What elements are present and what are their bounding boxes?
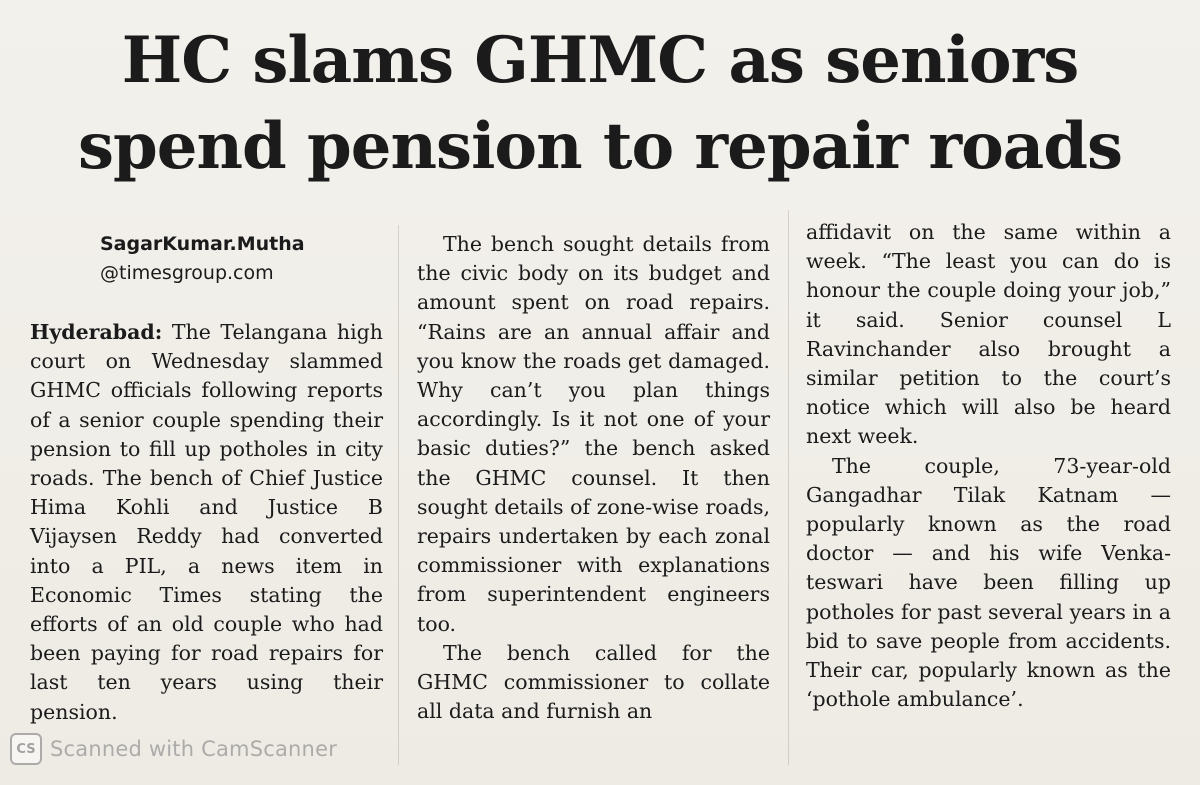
paragraph: The bench called for the GHMC commissioner to collate all data and furnish an [417, 640, 770, 724]
article-column-3 [806, 218, 1171, 714]
author-email: @timesgroup.com [100, 262, 274, 284]
paragraph-text: The Telangana high court on Wednesday slammed GHMC officials following reports of a senior couple spending their pension to fill up potholes in city roads. The bench of Chief Justice Hima Kohli and Justice B Vijaysen Reddy had converted into a PIL, a news item in Economic Times stating the efforts of an old couple who had been paying for road repairs for last ten years using their pension. [30, 320, 383, 724]
byline [100, 230, 305, 288]
paragraph: The couple, 73-year-old Gangadhar Tilak Katnam — popularly known as the road doctor — and his wife Venkateswari have been filling up potholes for past several years in a bid to save people from accidents. Their car, popularly known as the ‘pothole ambulance’. [806, 453, 1171, 712]
paragraph: The bench sought details from the civic body on its budget and amount spent on road repairs. “Rains are an annual affair and you know the roads get damaged. Why can’t you plan things accordingly. Is it not one of your basic duties?” the bench asked the GHMC counsel. It then sought details of zone-wise roads, repairs undertaken by each zonal commissioner with explanations from superintendent engineers too. [417, 232, 770, 636]
headline [30, 18, 1170, 190]
camscanner-logo-icon: CS [10, 733, 42, 765]
column-divider [398, 225, 399, 765]
author-name: SagarKumar.Mutha [100, 233, 305, 255]
headline-line-1: HC slams GHMC as seniors [121, 23, 1079, 98]
article-column-1 [30, 318, 383, 727]
watermark-text: Scanned with CamScanner [50, 737, 338, 761]
dateline: Hyderabad: [30, 320, 163, 344]
column-divider [788, 210, 789, 765]
paragraph: affidavit on the same within a week. “The least you can do is honour the couple doing your job,” it said. Senior counsel L Ravinchander also brought a similar petition to the court’s notice which will also be heard next week. [806, 220, 1171, 449]
paragraph [30, 318, 383, 727]
article-column-2 [417, 230, 770, 726]
headline-line-2: spend pension to repair roads [77, 109, 1123, 184]
scanner-watermark [4, 722, 364, 776]
